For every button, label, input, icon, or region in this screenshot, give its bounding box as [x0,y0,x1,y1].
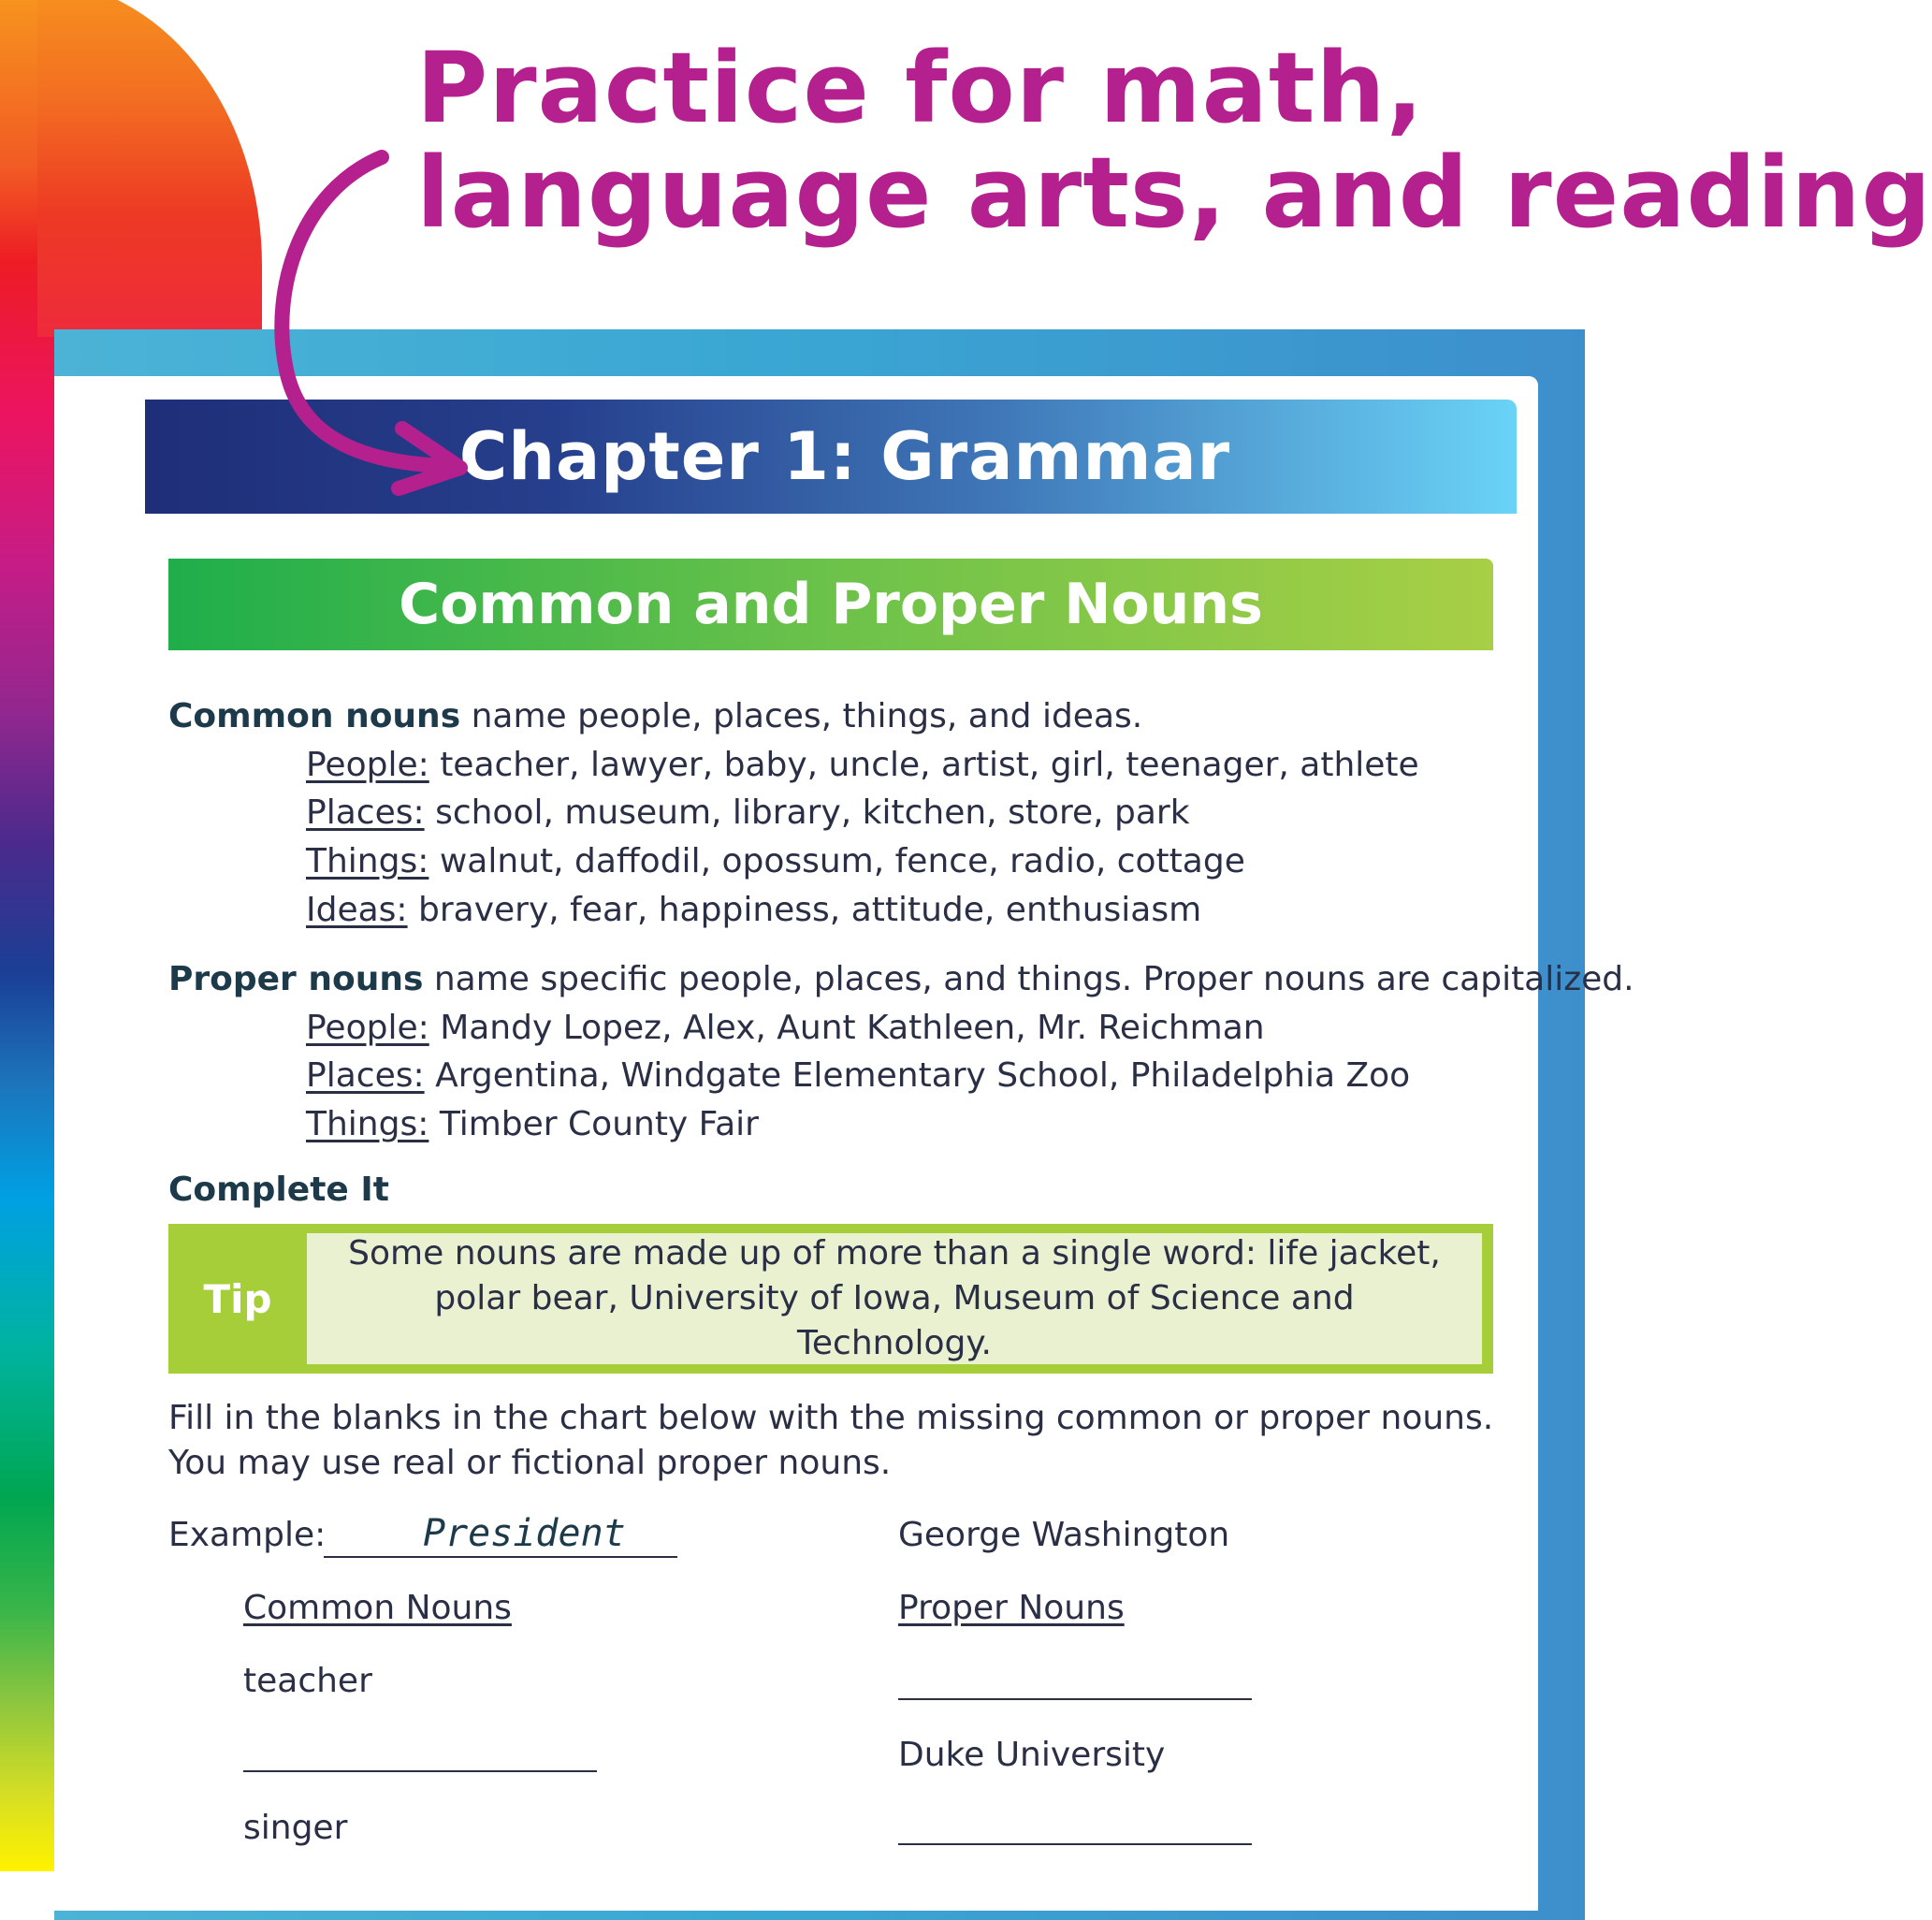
proper-things-line [306,1105,759,1143]
headline [416,31,1932,250]
example-label: Example: [168,1516,327,1554]
row-3-proper-blank[interactable] [898,1843,1252,1845]
row-2-proper: Duke University [898,1736,1166,1774]
proper-people-examples: Mandy Lopez, Alex, Aunt Kathleen, Mr. Reichman [440,1009,1265,1047]
row-3-common: singer [243,1809,348,1847]
proper-places-label: Places: [306,1056,425,1095]
row-2-common-blank[interactable] [243,1770,597,1772]
common-nouns-column-header: Common Nouns [243,1589,512,1627]
proper-nouns-term: Proper nouns [168,960,424,998]
row-1-proper-blank[interactable] [898,1698,1252,1700]
proper-things-examples: Timber County Fair [439,1105,759,1143]
common-things-label: Things: [306,842,429,880]
common-places-line [306,793,1190,832]
section-title: Common and Proper Nouns [399,572,1263,637]
proper-nouns-column-header: Proper Nouns [898,1589,1125,1627]
common-people-examples: teacher, lawyer, baby, uncle, artist, girl, teenager, athlete [440,746,1419,784]
common-nouns-text: name people, places, things, and ideas. [471,697,1143,735]
common-ideas-examples: bravery, fear, happiness, attitude, enthusiasm [418,891,1202,929]
common-places-label: Places: [306,793,425,832]
example-proper-noun: George Washington [898,1516,1230,1554]
common-ideas-label: Ideas: [306,891,408,929]
section-banner [168,559,1493,650]
headline-line-1: Practice for math, [416,31,1425,145]
common-nouns-definition [168,697,1142,735]
proper-places-examples: Argentina, Windgate Elementary School, Philadelphia Zoo [435,1056,1411,1095]
complete-it-heading: Complete It [168,1171,389,1209]
proper-nouns-definition [168,960,1634,998]
orange-decorative-shape [37,0,262,337]
proper-nouns-text: name specific people, places, and things. Proper nouns are capitalized. [433,960,1634,998]
common-nouns-term: Common nouns [168,697,461,735]
common-people-line [306,746,1419,784]
tip-label: Tip [203,1275,272,1322]
curved-arrow-icon [262,140,487,505]
common-places-examples: school, museum, library, kitchen, store, park [435,793,1190,832]
proper-people-label: People: [306,1009,429,1047]
row-1-common: teacher [243,1662,372,1700]
example-answer: President [423,1512,626,1555]
proper-things-label: Things: [306,1105,429,1143]
proper-places-line [306,1056,1410,1095]
common-ideas-line [306,891,1201,929]
tip-text: Some nouns are made up of more than a single word: life jacket, polar bear, University of Iowa, Museum of Science and Technology. [307,1233,1482,1364]
tip-box [168,1224,1493,1374]
headline-line-2: language arts, and reading [416,136,1932,250]
common-things-examples: walnut, daffodil, opossum, fence, radio, cottage [439,842,1245,880]
proper-people-line [306,1009,1265,1047]
chapter-title: Chapter 1: Grammar [458,418,1231,495]
common-things-line [306,842,1245,880]
instructions: Fill in the blanks in the chart below with the missing common or proper nouns. You may use real or fictional proper nouns. [168,1399,1494,1482]
example-answer-blank [324,1556,677,1558]
common-people-label: People: [306,746,429,784]
